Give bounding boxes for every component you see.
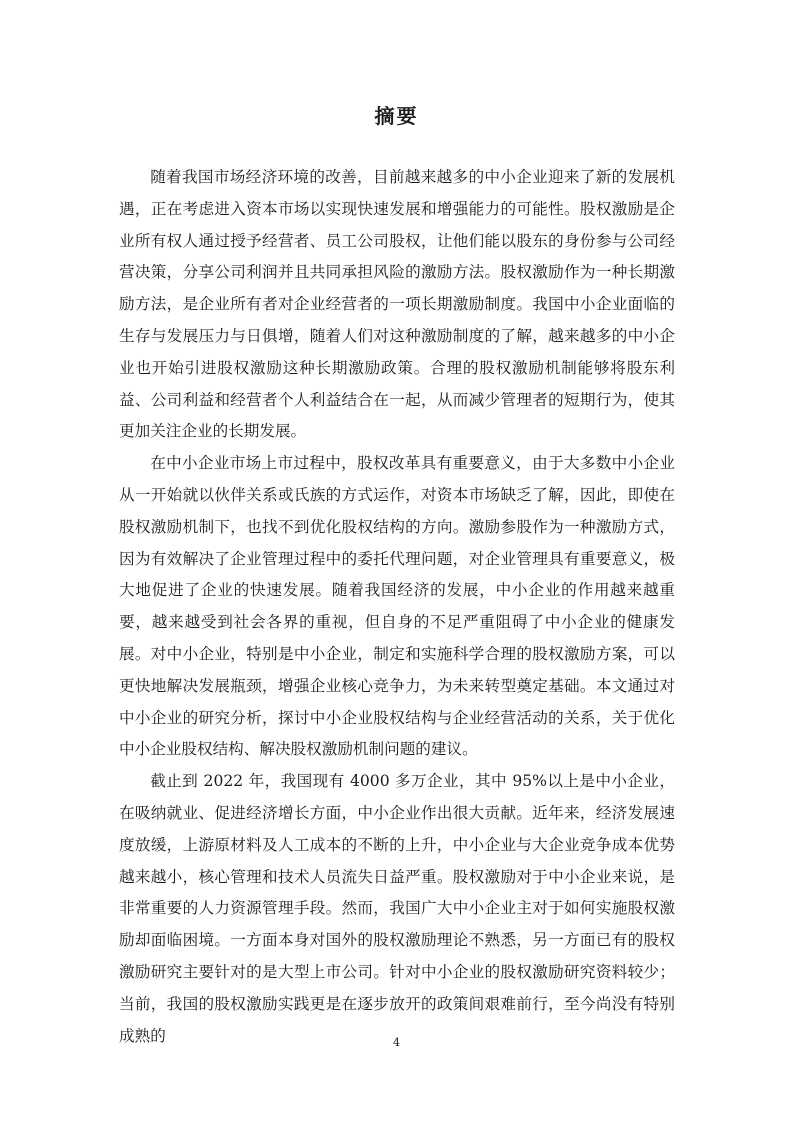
body-text — [119, 162, 675, 1052]
page-number: 4 — [393, 1036, 400, 1049]
page-title: 摘要 — [374, 104, 419, 128]
paragraph-3: 截止到 2022 年，我国现有 4000 多万企业，其中 95%以上是中小企业，在吸纳就业、促进经济增长方面，中小企业作出很大贡献。近年来，经济发展速度放缓，上游原材料及人工成本的不断的上升，中小企业与大企业竞争成本优势越来越小，核心管理和技术人员流失日益严重。股权激励对于中小企业来说，是非常重要的人力资源管理手段。然而，我国广大中小企业主对于如何实施股权激励却面临困境。一方面本身对国外的股权激励理论不熟悉，另一方面已有的股权激励研究主要针对的是大型上市公司。针对中小企业的股权激励研究资料较少；当前，我国的股权激励实践更是在逐步放开的政策间艰难前行，至今尚没有特别成熟的 — [119, 772, 675, 1045]
paragraph-2: 在中小企业市场上市过程中，股权改革具有重要意义，由于大多数中小企业从一开始就以伙伴关系或氏族的方式运作，对资本市场缺乏了解，因此，即使在股权激励机制下，也找不到优化股权结构的方向。激励参股作为一种激励方式，因为有效解决了企业管理过程中的委托代理问题，对企业管理具有重要意义，极大地促进了企业的快速发展。随着我国经济的发展，中小企业的作用越来越重要，越来越受到社会各界的重视，但自身的不足严重阻碍了中小企业的健康发展。对中小企业，特别是中小企业，制定和实施科学合理的股权激励方案，可以更快地解决发展瓶颈，增强企业核心竞争力，为未来转型奠定基础。本文通过对中小企业的研究分析，探讨中小企业股权结构与企业经营活动的关系，关于优化中小企业股权结构、解决股权激励机制问题的建议。 — [119, 454, 675, 759]
paragraph-1: 随着我国市场经济环境的改善，目前越来越多的中小企业迎来了新的发展机遇，正在考虑进入资本市场以实现快速发展和增强能力的可能性。股权激励是企业所有权人通过授予经营者、员工公司股权，让他们能以股东的身份参与公司经营决策，分享公司利润并且共同承担风险的激励方法。股权激励作为一种长期激励方法，是企业所有者对企业经营者的一项长期激励制度。我国中小企业面临的生存与发展压力与日俱增，随着人们对这种激励制度的了解，越来越多的中小企业也开始引进股权激励这种长期激励政策。合理的股权激励机制能够将股东利益、公司利益和经营者个人利益结合在一起，从而减少管理者的短期行为，使其更加关注企业的长期发展。 — [119, 168, 675, 441]
